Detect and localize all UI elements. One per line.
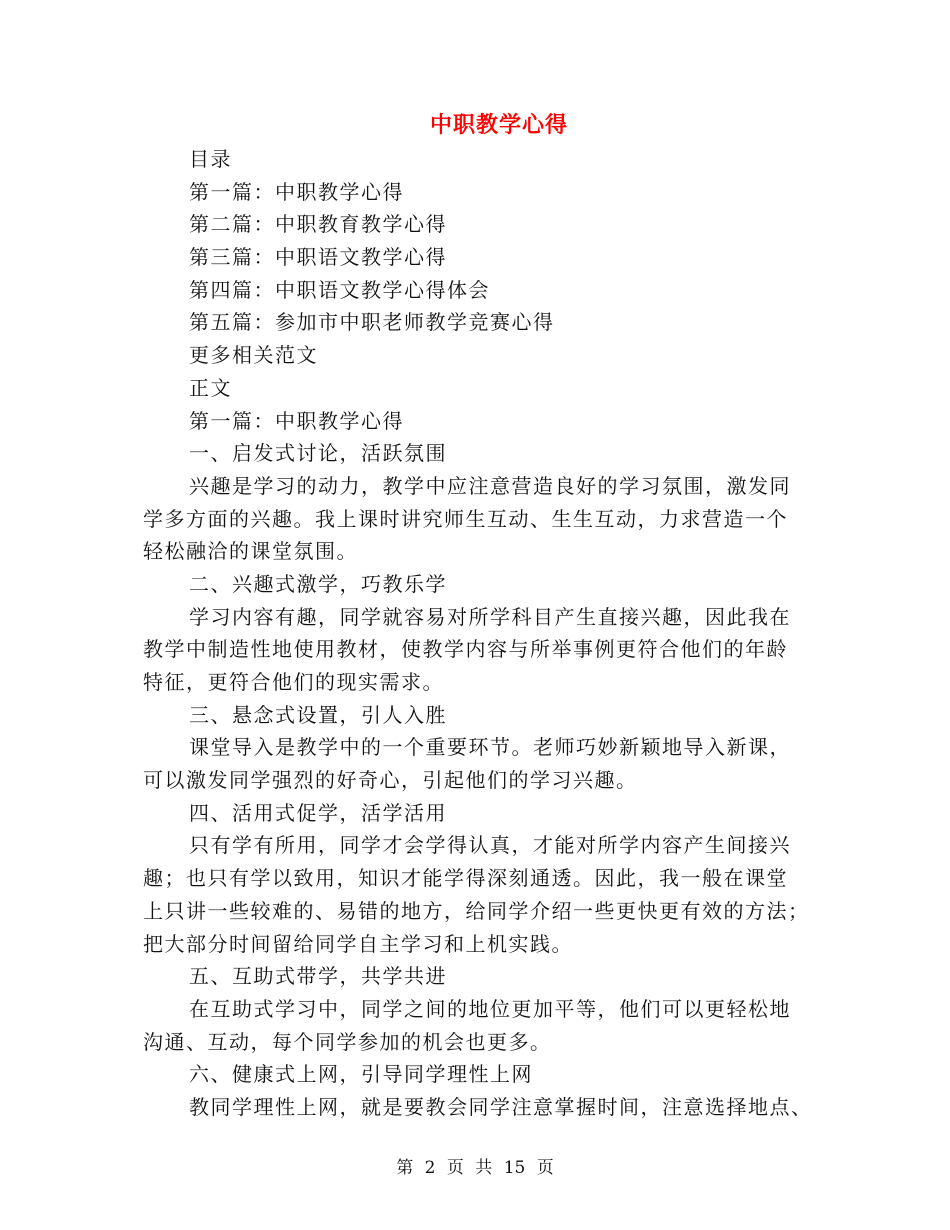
text-line: 教同学理性上网，就是要教会同学注意掌握时间，注意选择地点、 xyxy=(189,1094,813,1119)
text-line: 沟通、互动，每个同学参加的机会也更多。 xyxy=(143,1029,552,1054)
text-line: 上只讲一些较难的、易错的地方，给同学介绍一些更快更有效的方法； xyxy=(143,898,810,923)
text-line: 第四篇：中职语文教学心得体会 xyxy=(189,277,490,302)
text-line: 一、启发式讨论，活跃氛围 xyxy=(189,441,447,466)
text-line: 第一篇：中职教学心得 xyxy=(189,408,404,433)
text-line: 趣；也只有学以致用，知识才能学得深刻通透。因此，我一般在课堂 xyxy=(143,866,788,891)
text-line: 第一篇：中职教学心得 xyxy=(189,179,404,204)
text-line: 只有学有所用，同学才会学得认真，才能对所学内容产生间接兴 xyxy=(189,833,791,858)
text-line: 四、活用式促学，活学活用 xyxy=(189,800,447,825)
page-footer: 第 2 页 共 15 页 xyxy=(396,1158,554,1178)
text-line: 更多相关范文 xyxy=(189,343,318,368)
text-line: 轻松融洽的课堂氛围。 xyxy=(143,539,358,564)
text-line: 兴趣是学习的动力，教学中应注意营造良好的学习氛围，激发同 xyxy=(189,473,791,498)
text-line: 在互助式学习中，同学之间的地位更加平等，他们可以更轻松地 xyxy=(189,996,791,1021)
document-title: 中职教学心得 xyxy=(429,113,568,138)
text-line: 学多方面的兴趣。我上课时讲究师生互动、生生互动，力求营造一个 xyxy=(143,506,788,531)
text-line: 五、互助式带学，共学共进 xyxy=(189,964,447,989)
text-line: 目录 xyxy=(189,147,232,171)
text-line: 三、悬念式设置，引人入胜 xyxy=(189,702,447,727)
text-line: 学习内容有趣，同学就容易对所学科目产生直接兴趣，因此我在 xyxy=(189,604,791,629)
text-line: 可以激发同学强烈的好奇心，引起他们的学习兴趣。 xyxy=(143,768,638,793)
text-line: 六、健康式上网，引导同学理性上网 xyxy=(189,1062,533,1087)
text-line: 课堂导入是教学中的一个重要环节。老师巧妙新颖地导入新课， xyxy=(189,735,791,760)
text-line: 正文 xyxy=(189,375,232,400)
text-line: 教学中制造性地使用教材，使教学内容与所举事例更符合他们的年龄 xyxy=(143,637,788,662)
text-line: 第三篇：中职语文教学心得 xyxy=(189,245,447,270)
text-line: 第五篇：参加市中职老师教学竞赛心得 xyxy=(189,310,555,335)
text-line: 第二篇：中职教育教学心得 xyxy=(189,212,447,237)
document-body xyxy=(143,143,813,1124)
text-line: 特征，更符合他们的现实需求。 xyxy=(143,670,444,694)
text-line: 把大部分时间留给同学自主学习和上机实践。 xyxy=(143,931,573,956)
text-line: 二、兴趣式激学，巧教乐学 xyxy=(189,571,447,596)
